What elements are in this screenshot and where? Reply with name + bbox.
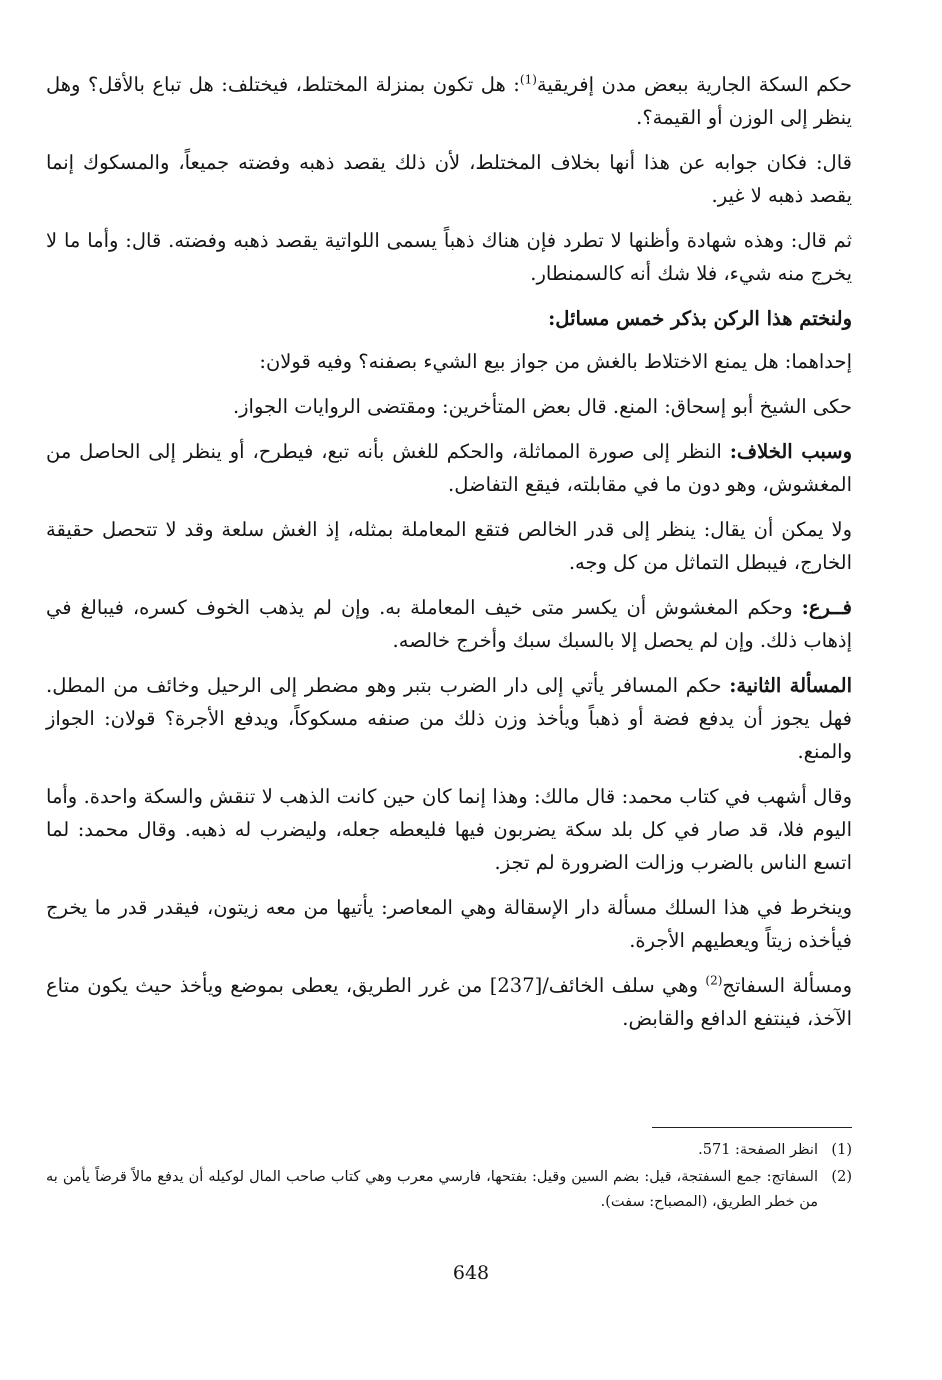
- footnote-number: (2): [831, 1169, 852, 1185]
- paragraph-12: [46, 969, 852, 1035]
- paragraph-1: [46, 68, 852, 134]
- paragraph-8: [46, 591, 852, 657]
- footnote-ref: (1): [519, 72, 537, 87]
- paragraph-text: النظر إلى صورة المماثلة، والحكم للغش بأنه تبع، فيطرح، أو ينظر إلى الحاصل من المغشوش، وهو دون ما في مقابلته، فيقع التفاضل.: [46, 440, 852, 496]
- footnote-1: [46, 1138, 852, 1163]
- footnotes: [46, 1138, 852, 1217]
- section-heading: ولنختم هذا الركن بذكر خمس مسائل:: [548, 307, 852, 330]
- footnote-text: السفاتج: جمع السفتجة، قيل: بضم السين وقيل: بفتحها، فارسي معرب وهي كتاب صاحب المال لوكيله أن يدفع مالاً قرضاً يأمن به من خطر الطريق، (المصباح: سفت).: [46, 1169, 818, 1210]
- bold-label: فــرع:: [801, 596, 852, 619]
- footnote-text: انظر الصفحة: 571.: [698, 1142, 818, 1158]
- paragraph-text: حكم السكة الجارية ببعض مدن إفريقية: [536, 73, 852, 96]
- page-number: 648: [452, 1262, 490, 1284]
- footnote-divider: [652, 1127, 852, 1128]
- paragraph-11: وينخرط في هذا السلك مسألة دار الإسقالة وهي المعاصر: يأتيها من معه زيتون، فيقدر قدر ما يخرج فيأخذه زيتاً ويعطيهم الأجرة.: [46, 896, 852, 952]
- main-text: [46, 68, 852, 1047]
- paragraph-3: ثم قال: وهذه شهادة وأظنها لا تطرد فإن هناك ذهباً يسمى اللواتية يقصد ذهبه وفضته. قال: وأما ما لا يخرج منه شيء، فلا شك أنه كالسمنطار.: [46, 229, 852, 285]
- bold-label: المسألة الثانية:: [729, 674, 852, 697]
- paragraph-text: وهي سلف الخائف/[237] من غرر الطريق، يعطى بموضع ويأخذ حيث يكون متاع الآخذ، فينتفع الدافع والقابض.: [46, 974, 852, 1030]
- paragraph-text: ومسألة السفاتج: [722, 974, 852, 997]
- paragraph-7: ولا يمكن أن يقال: ينظر إلى قدر الخالص فتقع المعاملة بمثله، إذ الغش سلعة وقد لا تتحصل حقيقة الخارج، فيبطل التماثل من كل وجه.: [46, 518, 852, 574]
- footnote-number: (1): [831, 1142, 852, 1158]
- footnote-ref: (2): [705, 973, 723, 988]
- paragraph-9: [46, 669, 852, 768]
- paragraph-text: : هل تكون بمنزلة المختلط، فيختلف: هل تباع بالأقل؟ وهل ينظر إلى الوزن أو القيمة؟.: [46, 73, 852, 129]
- footnote-2: [46, 1165, 852, 1215]
- paragraph-text: وحكم المغشوش أن يكسر متى خيف المعاملة به. وإن لم يذهب الخوف كسره، فيبالغ في إذهاب ذلك. وإن لم يحصل إلا بالسبك سبك وأخرج خالصه.: [46, 596, 852, 652]
- paragraph-10: وقال أشهب في كتاب محمد: قال مالك: وهذا إنما كان حين كانت الذهب لا تنقش والسكة واحدة. وأما اليوم فلا، قد صار في كل بلد سكة يضربون فيها فليعطه جعله، وليضرب له ذهبه. وقال محمد: لما اتسع الناس بالضرب وزالت الضرورة لم تجز.: [46, 785, 852, 874]
- paragraph-6: [46, 435, 852, 501]
- paragraph-5: حكى الشيخ أبو إسحاق: المنع. قال بعض المتأخرين: ومقتضى الروايات الجواز.: [232, 395, 852, 418]
- bold-label: وسبب الخلاف:: [729, 440, 852, 463]
- paragraph-2: قال: فكان جوابه عن هذا أنها بخلاف المختلط، لأن ذلك يقصد ذهبه وفضته جميعاً، والمسكوك إنما يقصد ذهبه لا غير.: [46, 151, 852, 207]
- paragraph-text: حكم المسافر يأتي إلى دار الضرب بتبر وهو مضطر إلى الرحيل وخائف من المطل. فهل يجوز أن يدفع فضة أو ذهباً ويأخذ وزن ذلك من صنفه مسكوكاً، ويدفع الأجرة؟ قولان: الجواز والمنع.: [46, 674, 852, 763]
- paragraph-4: إحداهما: هل يمنع الاختلاط بالغش من جواز بيع الشيء بصفنه؟ وفيه قولان:: [259, 350, 852, 373]
